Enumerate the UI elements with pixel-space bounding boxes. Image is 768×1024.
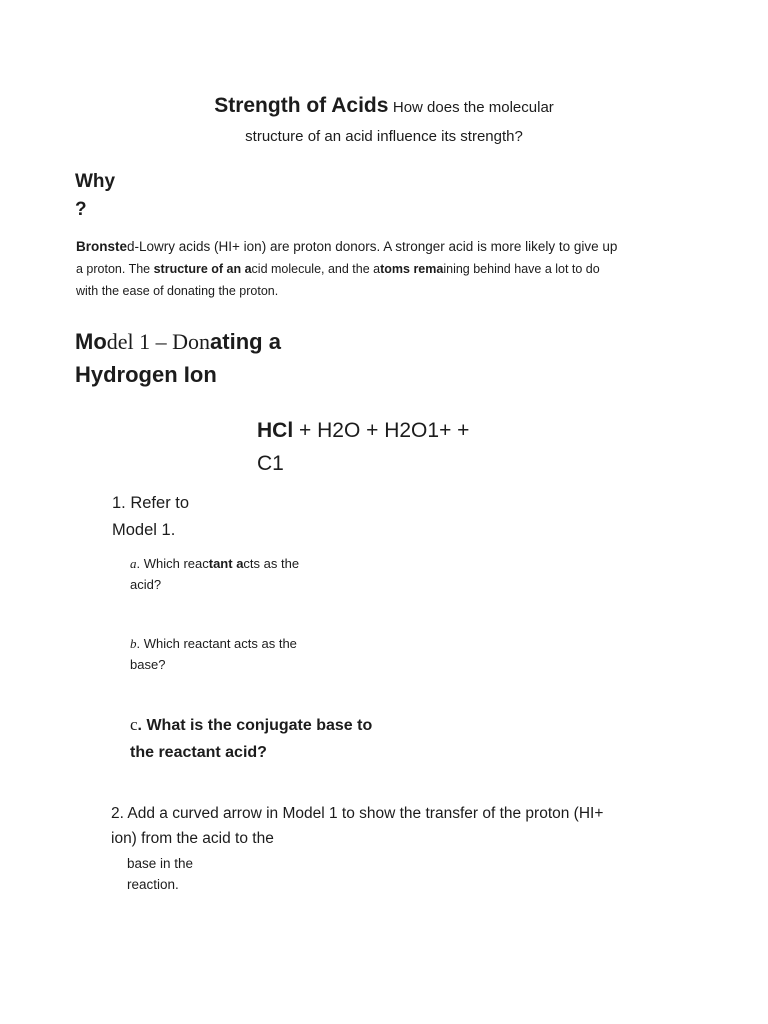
why-heading-line1: Why	[75, 171, 116, 192]
question-1b-line1	[130, 633, 297, 654]
question-1-line1: 1. Refer to	[112, 494, 190, 512]
question-1a-line1	[130, 553, 299, 574]
question-1b-line2: base?	[130, 657, 166, 672]
question-2-line2: ion) from the acid to the	[111, 830, 274, 847]
intro-paragraph	[76, 236, 696, 302]
equation-hcl: HCl	[257, 419, 294, 442]
question-1b-letter: b	[130, 636, 137, 651]
question-1c-text: . What is the conjugate base to	[137, 717, 373, 734]
question-1a-bold: tant a	[208, 556, 244, 571]
question-1a-text3: cts as the	[243, 556, 300, 571]
question-1a-line2: acid?	[130, 577, 162, 592]
intro-text-2a: a proton. The	[76, 262, 154, 276]
intro-bold-structure: structure of an a	[153, 262, 252, 276]
title-question-part2: structure of an acid influence its strength?	[245, 128, 523, 145]
intro-bold-bronste: Bronste	[76, 239, 128, 254]
title-line	[0, 94, 768, 118]
question-1-line2: Model 1.	[112, 521, 176, 539]
model-del: del 1 – Don	[106, 329, 211, 354]
intro-line-3: with the ease of donating the proton.	[76, 284, 279, 298]
intro-line-1	[76, 236, 696, 258]
question-2-line3: base in the	[127, 856, 194, 871]
reaction-equation	[257, 414, 469, 480]
title-question-part1: How does the molecular	[392, 99, 554, 116]
question-1c-line1	[130, 711, 372, 739]
question-2-line4: reaction.	[127, 877, 179, 892]
question-1b	[130, 633, 297, 675]
question-1a-letter: a	[130, 556, 137, 571]
model-heading-line2: Hydrogen Ion	[75, 362, 217, 387]
intro-text-2e: ining behind have a lot to do	[443, 262, 600, 276]
question-1c-line2: the reactant acid?	[130, 744, 267, 761]
why-heading	[75, 168, 115, 224]
page-title: Strength of Acids	[214, 94, 389, 117]
intro-bold-toms: toms rema	[380, 262, 444, 276]
question-2	[111, 801, 603, 851]
intro-text-1: d-Lowry acids (HI+ ion) are proton donors. A stronger acid is more likely to give up	[127, 239, 618, 254]
question-2-continued	[127, 853, 193, 895]
equation-line2: C1	[257, 452, 284, 475]
question-1c-letter: c	[130, 715, 138, 734]
question-1b-text: . Which reactant acts as the	[136, 636, 297, 651]
equation-rest: + H2O + H2O1+ +	[293, 419, 470, 442]
question-2-line1: 2. Add a curved arrow in Model 1 to show the transfer of the proton (HI+	[111, 805, 604, 822]
question-1a	[130, 553, 299, 595]
equation-line1	[257, 414, 469, 447]
model-heading-line1	[75, 325, 281, 358]
intro-text-2c: cid molecule, and the a	[251, 262, 381, 276]
question-1c	[130, 711, 372, 766]
question-1a-text1: . Which reac	[136, 556, 209, 571]
question-1	[112, 490, 189, 544]
intro-line-2	[76, 258, 696, 280]
model-ating: ating a	[210, 329, 281, 354]
model-mo: Mo	[75, 329, 107, 354]
model-heading	[75, 325, 281, 391]
why-heading-line2: ?	[75, 199, 87, 220]
